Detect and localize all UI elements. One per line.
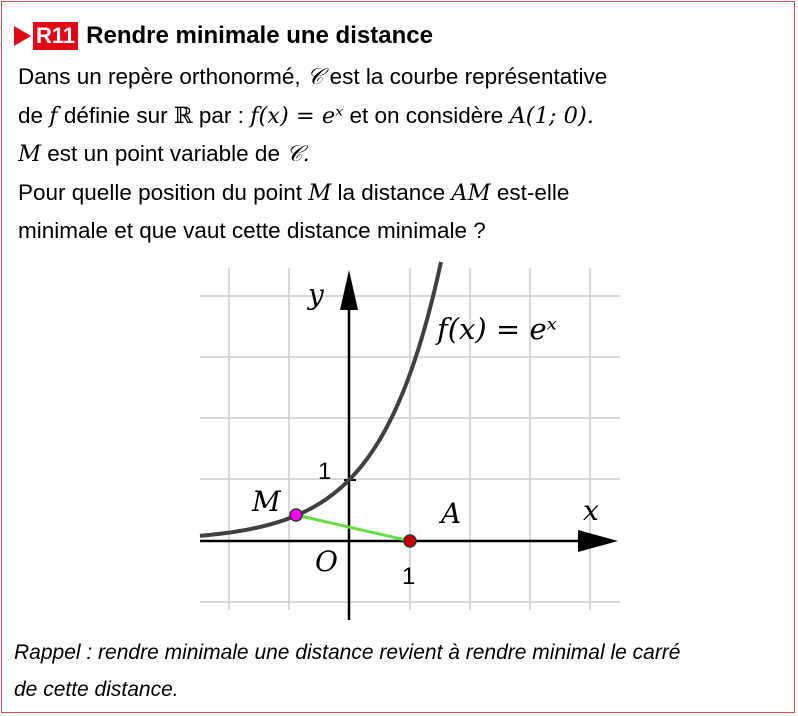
point-m-symbol: M (308, 179, 332, 206)
point-m-label: M (252, 485, 281, 518)
segment-am (296, 515, 410, 541)
statement-text: est un point variable de (41, 141, 287, 166)
statement-text: et on considère (343, 102, 510, 128)
reals-symbol: ℝ (173, 102, 193, 129)
statement-text: minimale et que vaut cette distance minimale ? (18, 218, 486, 243)
x-tick-label: 1 (402, 563, 416, 590)
function-symbol: f (49, 102, 58, 129)
point-a-coordinates: A(1; 0). (509, 102, 594, 129)
grid (200, 268, 620, 610)
point-m[interactable] (290, 509, 302, 521)
statement-text: la distance (331, 179, 452, 205)
statement-text: par : (192, 102, 251, 128)
x-axis-label: x (583, 494, 599, 527)
function-expression: f(x) = eˣ (250, 102, 344, 129)
origin-label: O (315, 545, 338, 578)
statement-text: définie sur (57, 102, 174, 128)
statement-text: Dans un repère orthonormé, (18, 64, 307, 89)
y-axis-label: y (308, 278, 324, 311)
point-a (404, 535, 416, 547)
reminder-note (14, 634, 784, 708)
function-label: f(x) = eˣ (437, 312, 557, 346)
y-axis-arrow-icon (340, 270, 358, 310)
point-a-label: A (441, 497, 462, 530)
curve-symbol: 𝒞 (306, 64, 324, 90)
reminder-line-1: Rappel : rendre minimale une distance revient à rendre minimal le carré (14, 641, 681, 664)
y-tick-label: 1 (318, 458, 332, 485)
axes (200, 298, 590, 620)
reminder-line-2: de cette distance. (14, 678, 179, 701)
point-m-symbol: M (18, 141, 42, 167)
statement-text: Pour quelle position du point (18, 179, 309, 205)
exercise-title: Rendre minimale une distance (86, 22, 433, 49)
statement-text: de (18, 102, 50, 128)
x-axis-arrow-icon (578, 530, 618, 552)
statement-text: est-elle (490, 179, 570, 205)
exercise-badge: R11 (33, 22, 78, 50)
curve-symbol: 𝒞. (286, 141, 310, 167)
distance-am-symbol: AM (451, 179, 491, 206)
statement-text: est la courbe représentative (323, 64, 608, 89)
